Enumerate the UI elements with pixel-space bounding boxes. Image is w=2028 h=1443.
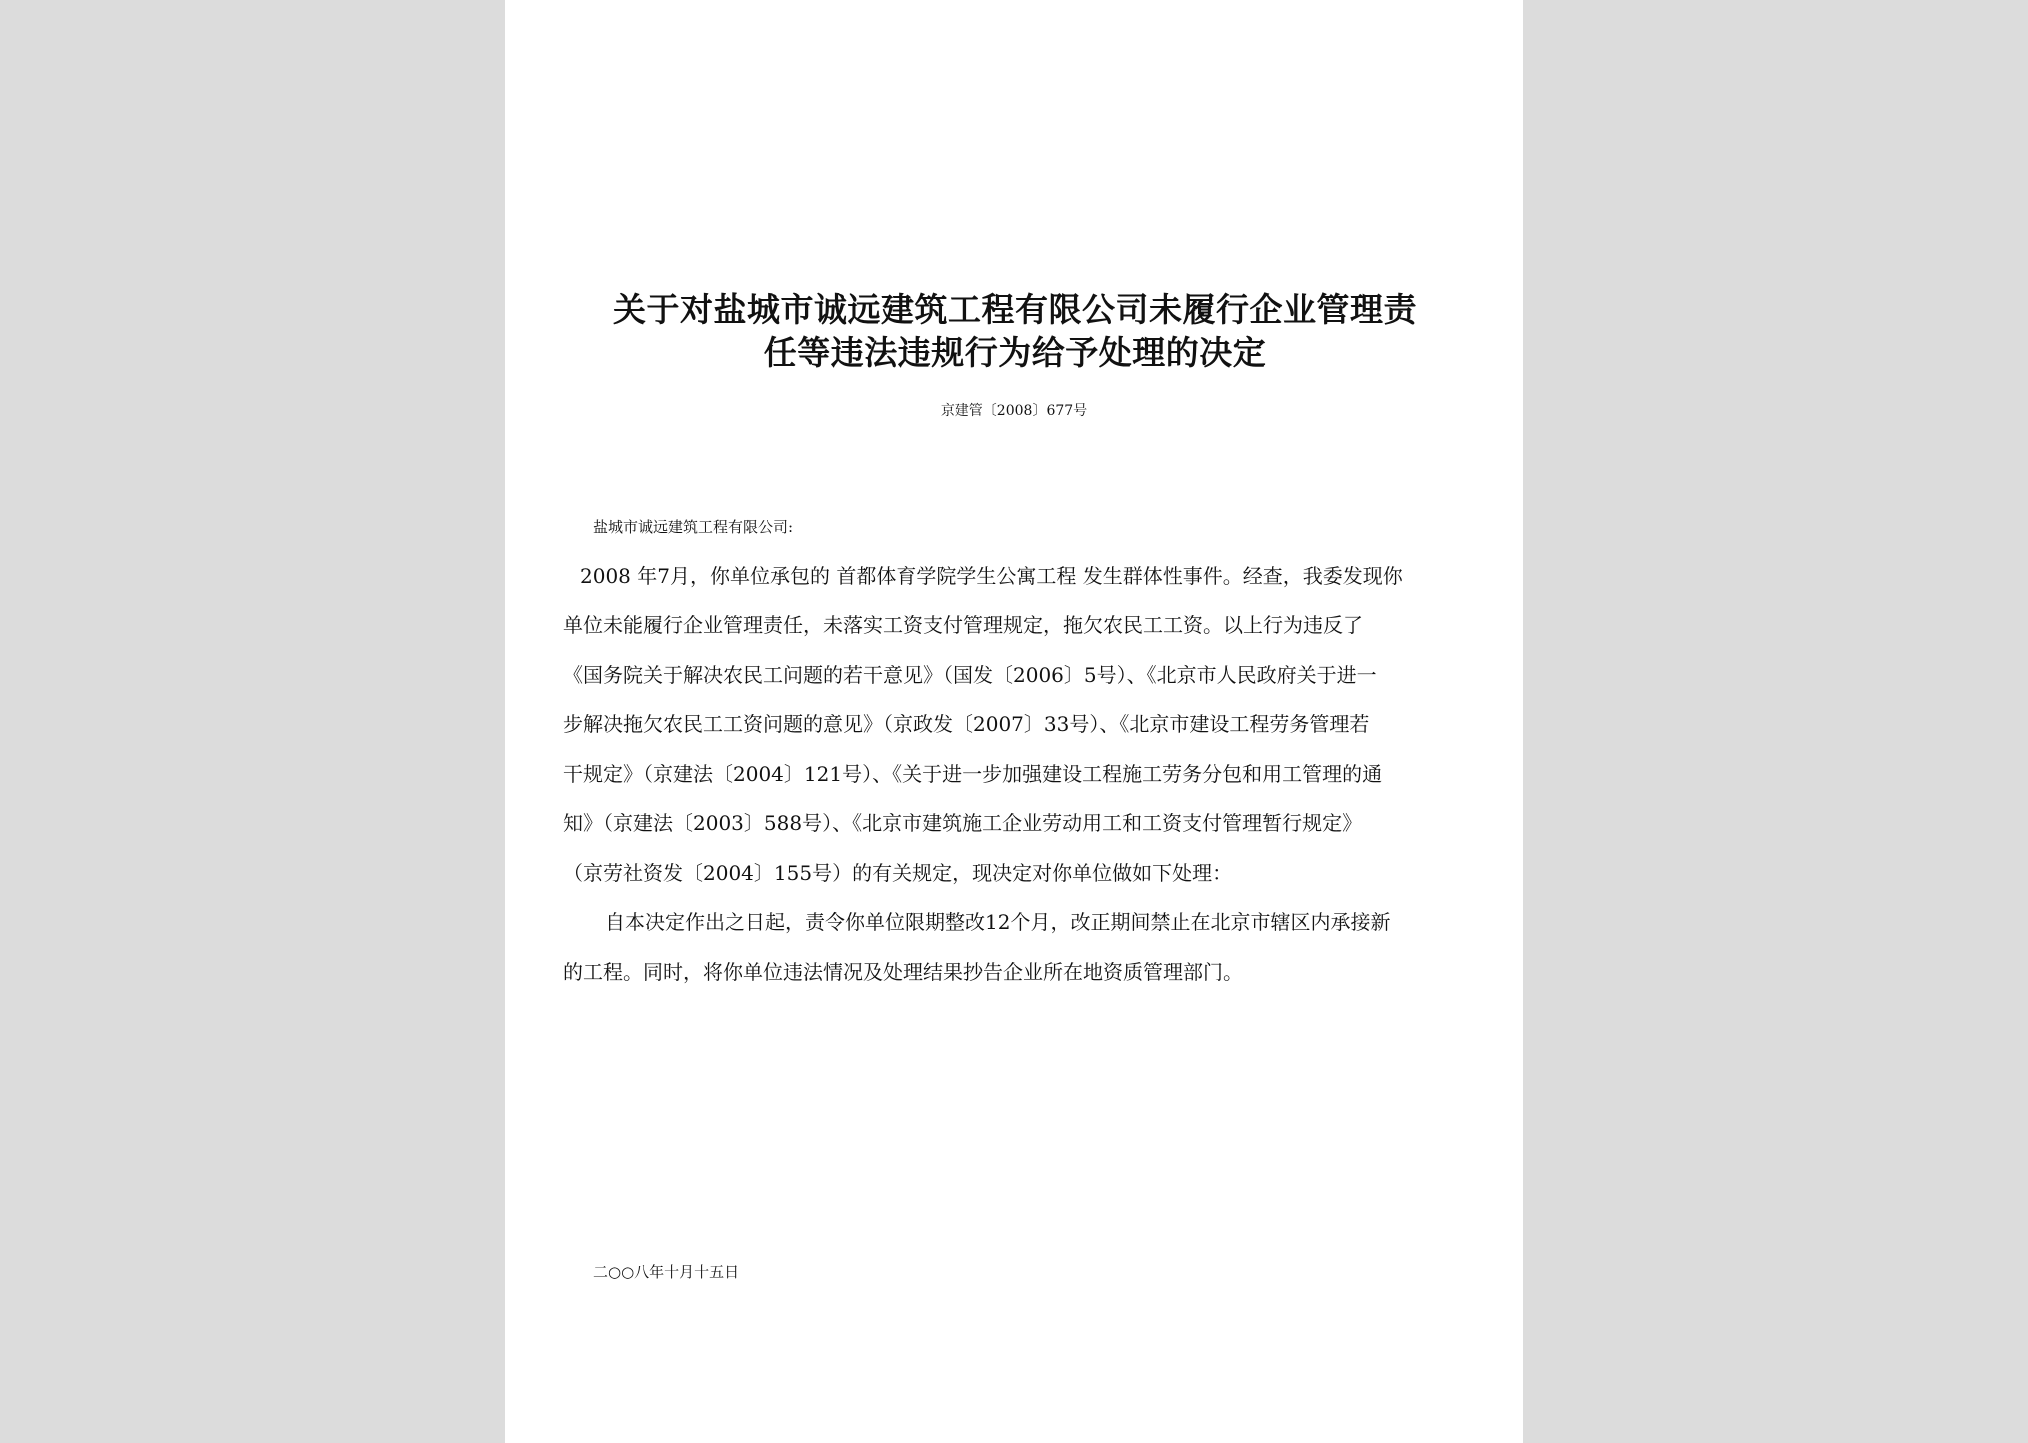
body-line-3: 《国务院关于解决农民工问题的若干意见》（国发〔2006〕5号）、《北京市人民政府关于进一 [563, 663, 1377, 687]
document-date: 二○○八年十月十五日 [593, 1263, 740, 1281]
body-line-9: 的工程。同时，将你单位违法情况及处理结果抄告企业所在地资质管理部门。 [563, 960, 1243, 984]
document-page [505, 0, 1523, 1443]
body-line-8: 自本决定作出之日起，责令你单位限期整改12个月，改正期间禁止在北京市辖区内承接新 [605, 910, 1391, 934]
title-line-1: 关于对盐城市诚远建筑工程有限公司未履行企业管理责 [613, 290, 1417, 329]
body-line-5: 干规定》（京建法〔2004〕121号）、《关于进一步加强建设工程施工劳务分包和用工管理的通 [563, 762, 1383, 786]
body-line-1: 2008 年7月，你单位承包的 首都体育学院学生公寓工程 发生群体性事件。经查，我委发现你 [580, 564, 1403, 588]
document-number: 京建管〔2008〕677号 [940, 403, 1088, 419]
body-line-6: 知》（京建法〔2003〕588号）、《北京市建筑施工企业劳动用工和工资支付管理暂行规定》 [563, 811, 1363, 835]
title-line-2: 任等违法违规行为给予处理的决定 [763, 333, 1267, 372]
body-line-2: 单位未能履行企业管理责任，未落实工资支付管理规定，拖欠农民工工资。以上行为违反了 [563, 613, 1363, 637]
document-title [565, 288, 1465, 374]
body-line-4: 步解决拖欠农民工工资问题的意见》（京政发〔2007〕33号）、《北京市建设工程劳务管理若 [563, 712, 1370, 736]
addressee: 盐城市诚远建筑工程有限公司: [593, 518, 794, 536]
body-line-7: （京劳社资发〔2004〕155号）的有关规定，现决定对你单位做如下处理： [563, 861, 1233, 885]
